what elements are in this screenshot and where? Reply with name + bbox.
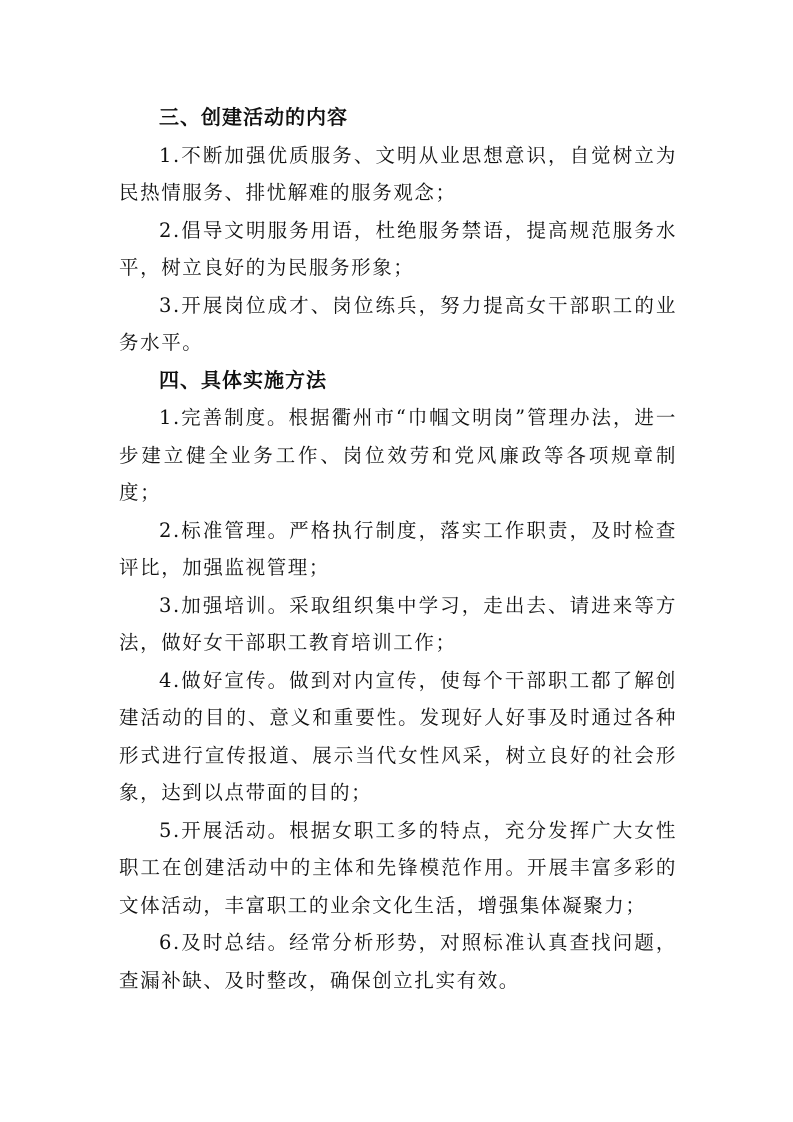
content-item-1: 1.不断加强优质服务、文明从业思想意识，自觉树立为民热情服务、排忧解难的服务观念； [119,143,677,204]
method-item-6: 6.及时总结。经常分析形势，对照标准认真查找问题，查漏补缺、及时整改，确保创立扎实有效。 [119,931,677,992]
content-item-3: 3.开展岗位成才、岗位练兵，努力提高女干部职工的业务水平。 [119,293,677,354]
method-item-4: 4.做好宣传。做到对内宣传，使每个干部职工都了解创建活动的目的、意义和重要性。发现好人好事及时通过各种形式进行宣传报道、展示当代女性风采，树立良好的社会形象，达到以点带面的目的； [119,668,677,804]
content-item-2: 2.倡导文明服务用语，杜绝服务禁语，提高规范服务水平，树立良好的为民服务形象； [119,218,677,279]
document-page [119,99,677,999]
method-item-2: 2.标准管理。严格执行制度，落实工作职责，及时检查评比，加强监视管理； [119,518,677,579]
section-heading-content: 三、创建活动的内容 [159,105,348,129]
method-item-5: 5.开展活动。根据女职工多的特点，充分发挥广大女性职工在创建活动中的主体和先锋模范作用。开展丰富多彩的文体活动，丰富职工的业余文化生活，增强集体凝聚力； [119,818,677,917]
method-item-1: 1.完善制度。根据衢州市“巾帼文明岗”管理办法，进一步建立健全业务工作、岗位效劳和党风廉政等各项规章制度； [119,406,677,504]
section-heading-methods: 四、具体实施方法 [159,367,327,392]
method-item-3: 3.加强培训。采取组织集中学习，走出去、请进来等方法，做好女干部职工教育培训工作； [119,593,677,654]
